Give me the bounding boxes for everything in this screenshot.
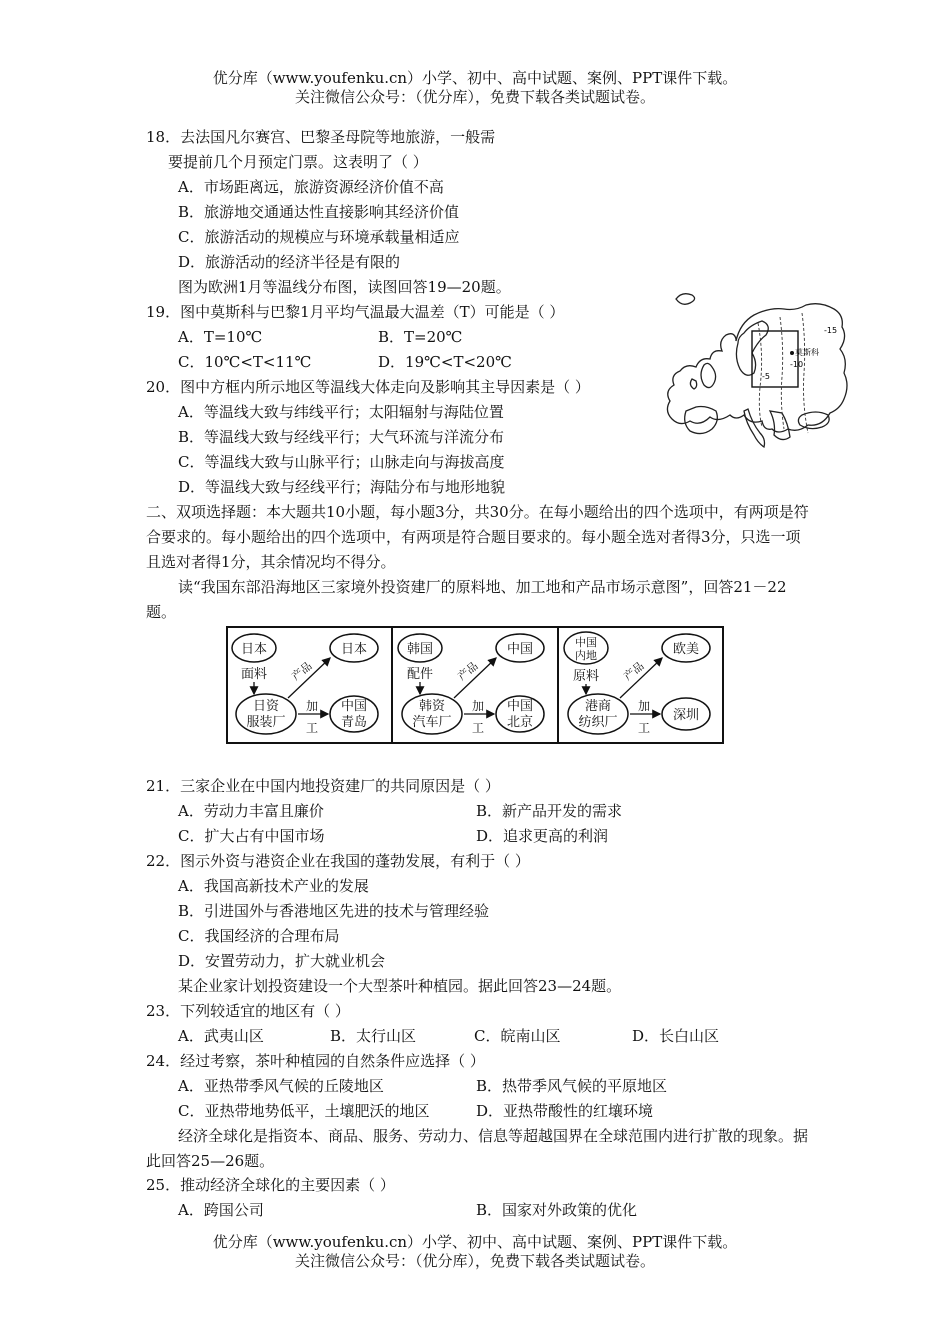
- q23-stem: 23．下列较适宜的地区有（ ）: [146, 1002, 350, 1020]
- processing-label-1: 中国: [340, 699, 368, 714]
- factory-label-2: 纺织厂: [578, 715, 618, 730]
- q20-option-b: B．等温线大致与经线平行；大气环流与洋流分布: [178, 428, 505, 446]
- q22-option-d: D．安置劳动力，扩大就业机会: [178, 952, 386, 970]
- q20-option-a: A．等温线大致与纬线平行；太阳辐射与海陆位置: [178, 403, 504, 421]
- iberia-shape: [685, 407, 718, 434]
- isotherm-label-10: -10: [790, 360, 804, 369]
- process-label-2: 工: [305, 721, 319, 735]
- origin-label: 日本: [240, 642, 268, 657]
- q23-option-c: C．皖南山区: [474, 1027, 561, 1045]
- section-2-instructions: 二、双项选择题：本大题共10小题，每小题3分，共30分。在每小题给出的四个选项中，有两项是符合要求的。每小题给出的四个选项中，有两项是符合题目要求的。每小题全选对者得3分，只选一项且选对者得1分，其余情况均不得分。: [146, 503, 809, 571]
- isotherm-label-5: -5: [762, 372, 770, 381]
- factory-label-1: 韩资: [418, 699, 446, 714]
- q18-option-c: C．旅游活动的规模应与环境承载量相适应: [178, 228, 460, 246]
- processing-label-1: 深圳: [672, 708, 700, 723]
- q24-stem: 24．经过考察，茶叶种植园的自然条件应选择（ ）: [146, 1052, 485, 1070]
- processing-label-1: 中国: [506, 699, 534, 714]
- processing-label-2: 北京: [506, 715, 534, 730]
- material-label: 配件: [406, 667, 434, 682]
- intro-19-20: 图为欧洲1月等温线分布图，读图回答19—20题。: [178, 278, 511, 296]
- process-label-2: 工: [471, 721, 485, 735]
- q23-option-a: A．武夷山区: [178, 1027, 264, 1045]
- panel-hongkong: [564, 632, 710, 735]
- british-isles-shape: [690, 363, 715, 389]
- origin-label-2: 内地: [575, 649, 597, 662]
- material-label: 面料: [240, 667, 268, 682]
- investment-flow-diagram: [226, 626, 724, 744]
- q18-stem: 18．去法国凡尔赛宫、巴黎圣母院等地旅游，一般需: [146, 128, 496, 146]
- q21-option-d: D．追求更高的利润: [476, 827, 609, 845]
- q24-option-b: B．热带季风气候的平原地区: [476, 1077, 668, 1095]
- process-label-2: 工: [637, 721, 651, 735]
- q20-stem: 20．图中方框内所示地区等温线大体走向及影响其主导因素是（ ）: [146, 378, 590, 396]
- process-label-1: 加: [471, 699, 485, 713]
- europe-isotherm-map: [652, 283, 862, 468]
- origin-label-1: 中国: [575, 636, 597, 649]
- product-label: 产品: [455, 659, 481, 684]
- factory-label-1: 日资: [252, 699, 280, 714]
- q22-stem: 22．图示外资与港资企业在我国的蓬勃发展，有利于（ ）: [146, 852, 530, 870]
- q18-option-b: B．旅游地交通通达性直接影响其经济价值: [178, 203, 460, 221]
- footer-line-1: 优分库（www.youfenku.cn）小学、初中、高中试题、案例、PPT课件下载。: [212, 1233, 738, 1251]
- balkans-shape: [770, 411, 790, 440]
- origin-label: 韩国: [406, 642, 434, 657]
- q24-option-d: D．亚热带酸性的红壤环境: [476, 1102, 654, 1120]
- moscow-point: [790, 351, 794, 355]
- factory-label-1: 港商: [584, 699, 612, 714]
- panel-japan: [232, 634, 378, 735]
- q24-option-a: A．亚热带季风气候的丘陵地区: [178, 1077, 384, 1095]
- q22-option-a: A．我国高新技术产业的发展: [178, 877, 369, 895]
- q21-stem: 21．三家企业在中国内地投资建厂的共同原因是（ ）: [146, 777, 500, 795]
- process-label-1: 加: [305, 699, 319, 713]
- q18-option-a: A．市场距离远，旅游资源经济价值不高: [178, 178, 444, 196]
- q21-option-c: C．扩大占有中国市场: [178, 827, 325, 845]
- q25-option-a: A．跨国公司: [178, 1201, 264, 1219]
- q22-option-c: C．我国经济的合理布局: [178, 927, 340, 945]
- factory-label-2: 汽车厂: [412, 715, 452, 730]
- q19-option-a: A．T=10℃: [178, 328, 263, 346]
- q18-stem-cont: 要提前几个月预定门票。这表明了（ ）: [168, 153, 428, 171]
- q21-option-b: B．新产品开发的需求: [476, 802, 623, 820]
- header-line-2: 关注微信公众号：（优分库），免费下载各类试题试卷。: [294, 88, 655, 106]
- q24-option-c: C．亚热带地势低平，土壤肥沃的地区: [178, 1102, 430, 1120]
- product-label: 产品: [289, 659, 315, 684]
- market-label: 欧美: [672, 642, 700, 657]
- q23-option-d: D．长白山区: [632, 1027, 720, 1045]
- isotherm-label-15: -15: [824, 326, 838, 335]
- q25-option-b: B．国家对外政策的优化: [476, 1201, 638, 1219]
- moscow-label: 莫斯科: [795, 348, 819, 357]
- q20-option-c: C．等温线大致与山脉平行；山脉走向与海拔高度: [178, 453, 505, 471]
- header-line-1: 优分库（www.youfenku.cn）小学、初中、高中试题、案例、PPT课件下载。: [212, 69, 738, 87]
- q23-option-b: B．太行山区: [330, 1027, 417, 1045]
- q19-option-b: B．T=20℃: [378, 328, 463, 346]
- q25-stem: 25．推动经济全球化的主要因素（ ）: [146, 1176, 395, 1194]
- q21-option-a: A．劳动力丰富且廉价: [178, 802, 324, 820]
- market-label: 日本: [340, 642, 368, 657]
- process-label-1: 加: [637, 699, 651, 713]
- panel-korea: [398, 634, 544, 735]
- italy-shape: [744, 409, 765, 447]
- factory-label-2: 服装厂: [246, 715, 286, 730]
- market-label: 中国: [506, 642, 534, 657]
- material-label: 原料: [572, 669, 600, 684]
- q22-option-b: B．引进国外与香港地区先进的技术与管理经验: [178, 902, 490, 920]
- q19-option-d: D．19℃<T<20℃: [378, 353, 512, 371]
- iceland-shape: [676, 294, 695, 305]
- footer-line-2: 关注微信公众号：（优分库），免费下载各类试题试卷。: [294, 1252, 655, 1270]
- q21-22-intro: 读“我国东部沿海地区三家境外投资建厂的原料地、加工地和产品市场示意图”，回答21－22题。: [146, 578, 787, 621]
- q18-option-d: D．旅游活动的经济半径是有限的: [178, 253, 401, 271]
- q20-option-d: D．等温线大致与经线平行；海陆分布与地形地貌: [178, 478, 506, 496]
- highlight-box: [752, 331, 798, 387]
- q19-option-c: C．10℃<T<11℃: [178, 353, 312, 371]
- product-label: 产品: [621, 659, 647, 684]
- processing-label-2: 青岛: [340, 715, 368, 730]
- q19-stem: 19．图中莫斯科与巴黎1月平均气温最大温差（T）可能是（ ）: [146, 303, 565, 321]
- intro-25-26: 经济全球化是指资本、商品、服务、劳动力、信息等超越国界在全球范围内进行扩散的现象。据此回答25—26题。: [146, 1127, 809, 1170]
- intro-23-24: 某企业家计划投资建设一个大型茶叶种植园。据此回答23—24题。: [178, 977, 622, 995]
